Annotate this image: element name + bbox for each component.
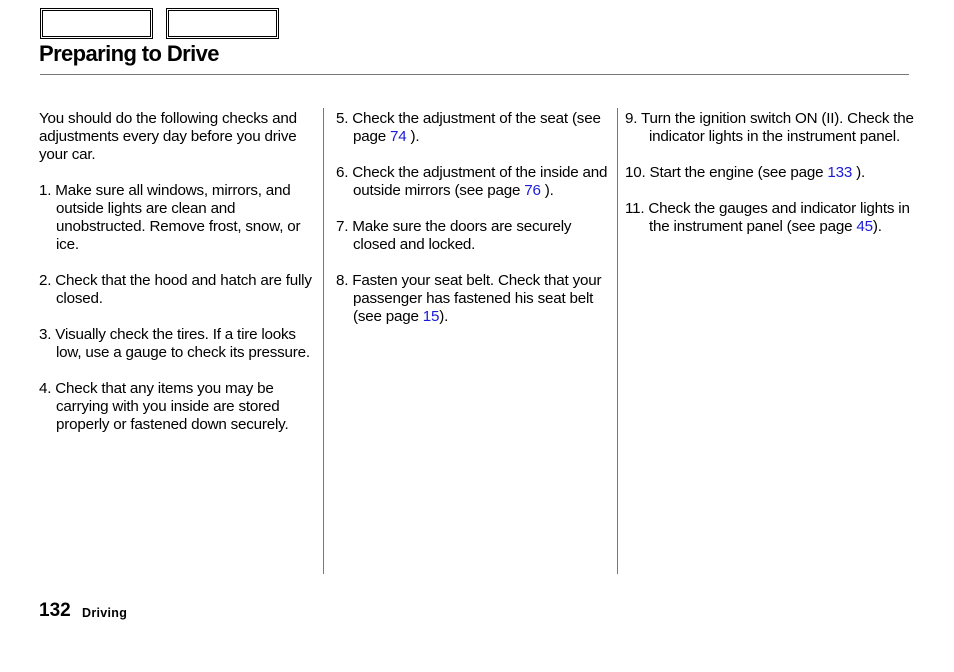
item-5-end: ). bbox=[406, 128, 420, 145]
item-8-text: 8. Fasten your seat belt. Check that your passenger has fastened his seat belt (see page bbox=[336, 272, 602, 325]
column-divider-1 bbox=[323, 108, 324, 574]
item-6-text: 6. Check the adjustment of the inside and outside mirrors (see page bbox=[336, 164, 608, 199]
page-title: Preparing to Drive bbox=[39, 41, 219, 66]
checklist-item-1: 1. Make sure all windows, mirrors, and outside lights are clean and unobstructed. Remove frost, snow, or ice. bbox=[39, 182, 301, 253]
page-link-45[interactable]: 45 bbox=[856, 218, 873, 235]
column-2 bbox=[336, 110, 611, 326]
column-3 bbox=[625, 110, 915, 236]
item-10-end: ). bbox=[852, 164, 866, 181]
page-link-76[interactable]: 76 bbox=[524, 182, 541, 199]
title-divider bbox=[40, 74, 909, 75]
page-number: 132 bbox=[39, 600, 71, 621]
checklist-item-3: 3. Visually check the tires. If a tire looks low, use a gauge to check its pressure. bbox=[39, 326, 310, 361]
checklist-item-11 bbox=[625, 200, 915, 236]
checklist-item-6 bbox=[336, 164, 611, 200]
section-name: Driving bbox=[82, 606, 128, 620]
page-link-74[interactable]: 74 bbox=[390, 128, 407, 145]
next-page-button[interactable] bbox=[166, 8, 279, 39]
item-11-text: 11. Check the gauges and indicator lights in the instrument panel (see page bbox=[625, 200, 910, 235]
checklist-item-7: 7. Make sure the doors are securely closed and locked. bbox=[336, 218, 572, 253]
item-11-end: ). bbox=[872, 218, 882, 235]
column-divider-2 bbox=[617, 108, 618, 574]
item-10-text: 10. Start the engine (see page bbox=[625, 164, 828, 181]
item-5-text: 5. Check the adjustment of the seat (see page bbox=[336, 110, 601, 145]
intro-paragraph: You should do the following checks and adjustments every day before you drive your car. bbox=[39, 110, 297, 163]
column-1 bbox=[39, 110, 319, 434]
checklist-item-8 bbox=[336, 272, 611, 326]
page-link-133[interactable]: 133 bbox=[827, 164, 853, 181]
item-6-end: ). bbox=[540, 182, 554, 199]
checklist-item-9: 9. Turn the ignition switch ON (II). Check the indicator lights in the instrument panel. bbox=[625, 110, 914, 145]
checklist-item-4: 4. Check that any items you may be carrying with you inside are stored properly or fastened down securely. bbox=[39, 380, 289, 433]
item-8-end: ). bbox=[439, 308, 449, 325]
page-link-15[interactable]: 15 bbox=[422, 308, 440, 325]
checklist-item-2: 2. Check that the hood and hatch are fully closed. bbox=[39, 272, 312, 307]
checklist-item-5 bbox=[336, 110, 611, 146]
checklist-item-10 bbox=[625, 164, 915, 182]
previous-page-button[interactable] bbox=[40, 8, 153, 39]
